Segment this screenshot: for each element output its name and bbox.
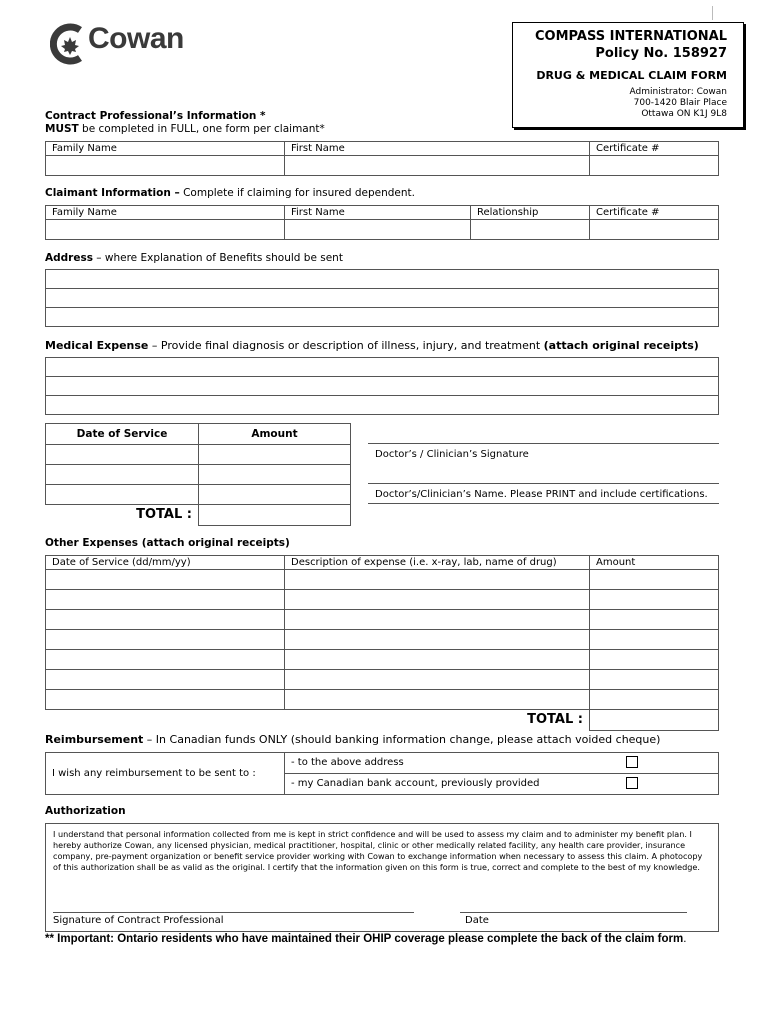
other-total-label: TOTAL :	[285, 710, 590, 731]
claimant-heading	[45, 187, 415, 199]
address-line-field[interactable]	[46, 289, 719, 308]
company-name: COMPASS INTERNATIONAL	[535, 29, 727, 44]
claimant-certificate-field[interactable]	[590, 220, 719, 240]
policy-header-box	[512, 22, 744, 128]
doctor-signature-label: Doctor’s / Clinician’s Signature	[375, 449, 529, 460]
professional-signature-label: Signature of Contract Professional	[53, 915, 224, 926]
expense-amount-field[interactable]	[590, 650, 719, 670]
amount-field[interactable]	[199, 485, 351, 505]
important-period: .	[683, 933, 687, 945]
date-label: Date	[465, 915, 489, 926]
form-title: DRUG & MEDICAL CLAIM FORM	[536, 69, 727, 82]
col-first-name: First Name	[285, 142, 590, 156]
expense-amount-field[interactable]	[590, 670, 719, 690]
col-date-of-service: Date of Service (dd/mm/yy)	[46, 556, 285, 570]
col-relationship: Relationship	[471, 206, 590, 220]
medical-expense-heading	[45, 339, 699, 352]
expense-date-field[interactable]	[46, 590, 285, 610]
address-heading	[45, 252, 343, 264]
family-name-field[interactable]	[46, 156, 285, 176]
address-line-field[interactable]	[46, 308, 719, 327]
amount-field[interactable]	[199, 445, 351, 465]
must-label: MUST	[45, 123, 79, 135]
expense-date-field[interactable]	[46, 570, 285, 590]
maple-leaf-c-logo-icon	[50, 22, 90, 66]
policy-title	[535, 28, 727, 62]
expense-amount-field[interactable]	[590, 610, 719, 630]
expense-description-field[interactable]	[285, 670, 590, 690]
col-family-name: Family Name	[46, 206, 285, 220]
col-date-of-service: Date of Service	[46, 424, 199, 445]
expense-date-field[interactable]	[46, 670, 285, 690]
admin-line: 700-1420 Blair Place	[633, 98, 727, 108]
col-certificate: Certificate #	[590, 142, 719, 156]
other-expenses-heading: Other Expenses (attach original receipts)	[45, 537, 290, 549]
address-table	[45, 269, 719, 327]
admin-line: Administrator: Cowan	[629, 87, 727, 97]
authorization-text: I understand that personal information collected from me is kept in strict confidence and will be used to assess my claim and to administer my benefit plan. I hereby authorize Cowan, any licensed physician, medical practitioner, hospital, clinic or other medically related facility, any health care provider, insurance company, pre-payment organization or benefit service provider working with Cowan to exchange information when necessary to assess this claim. A photocopy of this authorization shall be as valid as the original. I certify that the information given on this form is true, correct and complete to the best of my knowledge.	[53, 829, 703, 872]
medical-description-table	[45, 357, 719, 415]
above-address-checkbox[interactable]	[626, 756, 638, 768]
date-of-service-field[interactable]	[46, 485, 199, 505]
doctor-name-label: Doctor’s/Clinician’s Name. Please PRINT and include certifications.	[375, 489, 708, 500]
date-line[interactable]	[460, 912, 687, 913]
col-amount: Amount	[590, 556, 719, 570]
reimbursement-prompt: I wish any reimbursement to be sent to :	[46, 753, 285, 795]
must-note: be completed in FULL, one form per claimant*	[78, 123, 325, 135]
option-above-address: - to the above address	[285, 753, 719, 774]
contract-professional-table	[45, 141, 719, 176]
divider	[368, 503, 719, 504]
section-note: – In Canadian funds ONLY (should banking information change, please attach voided cheque)	[143, 733, 661, 746]
date-of-service-field[interactable]	[46, 445, 199, 465]
other-expenses-table	[45, 555, 719, 731]
description-line-field[interactable]	[46, 358, 719, 377]
date-of-service-field[interactable]	[46, 465, 199, 485]
expense-description-field[interactable]	[285, 570, 590, 590]
expense-description-field[interactable]	[285, 650, 590, 670]
description-line-field[interactable]	[46, 396, 719, 415]
service-amount-table	[45, 423, 351, 526]
bank-account-checkbox[interactable]	[626, 777, 638, 789]
section-title: Contract Professional’s Information *	[45, 110, 266, 122]
expense-description-field[interactable]	[285, 630, 590, 650]
col-description: Description of expense (i.e. x-ray, lab, name of drug)	[285, 556, 590, 570]
section-note: – Provide final diagnosis or description of illness, injury, and treatment	[148, 339, 544, 352]
claimant-table	[45, 205, 719, 240]
page-edge-mark	[712, 6, 713, 20]
amount-field[interactable]	[199, 465, 351, 485]
section-title: Claimant Information –	[45, 187, 180, 199]
expense-description-field[interactable]	[285, 610, 590, 630]
doctor-name-line[interactable]	[368, 483, 719, 484]
authorization-heading: Authorization	[45, 805, 126, 817]
expense-amount-field[interactable]	[590, 590, 719, 610]
certificate-field[interactable]	[590, 156, 719, 176]
col-amount: Amount	[199, 424, 351, 445]
claimant-family-name-field[interactable]	[46, 220, 285, 240]
spacer	[46, 710, 285, 731]
expense-amount-field[interactable]	[590, 630, 719, 650]
first-name-field[interactable]	[285, 156, 590, 176]
reimbursement-heading	[45, 733, 660, 746]
section-note: Complete if claiming for insured dependent.	[179, 187, 415, 199]
expense-description-field[interactable]	[285, 690, 590, 710]
description-line-field[interactable]	[46, 377, 719, 396]
section-note: – where Explanation of Benefits should be sent	[92, 252, 343, 264]
administrator-address	[630, 87, 727, 120]
authorization-box	[45, 823, 719, 932]
ohip-important-note	[45, 933, 686, 945]
expense-date-field[interactable]	[46, 630, 285, 650]
expense-amount-field[interactable]	[590, 570, 719, 590]
col-certificate: Certificate #	[590, 206, 719, 220]
reimbursement-table	[45, 752, 719, 795]
contract-professional-heading	[45, 110, 325, 136]
total-amount-field[interactable]	[199, 505, 351, 526]
relationship-field[interactable]	[471, 220, 590, 240]
address-line-field[interactable]	[46, 270, 719, 289]
admin-line: Ottawa ON K1J 9L8	[641, 109, 727, 119]
expense-date-field[interactable]	[46, 690, 285, 710]
attach-receipts-note: (attach original receipts)	[543, 339, 699, 352]
expense-description-field[interactable]	[285, 590, 590, 610]
professional-signature-line[interactable]	[53, 912, 414, 913]
section-title: Reimbursement	[45, 733, 144, 746]
section-title: Address	[45, 252, 93, 264]
important-text: ** Important: Ontario residents who have maintained their OHIP coverage please complete the back of the claim form	[45, 933, 684, 945]
expense-date-field[interactable]	[46, 610, 285, 630]
option-bank-account: - my Canadian bank account, previously provided	[285, 774, 719, 795]
col-first-name: First Name	[285, 206, 471, 220]
expense-date-field[interactable]	[46, 650, 285, 670]
other-total-amount-field[interactable]	[590, 710, 719, 731]
doctor-signature-line[interactable]	[368, 443, 719, 444]
policy-number: Policy No. 158927	[595, 46, 727, 61]
logo-wordmark: Cowan	[88, 22, 184, 55]
section-title: Medical Expense	[45, 339, 149, 352]
col-family-name: Family Name	[46, 142, 285, 156]
claimant-first-name-field[interactable]	[285, 220, 471, 240]
total-label: TOTAL :	[46, 505, 199, 526]
expense-amount-field[interactable]	[590, 690, 719, 710]
